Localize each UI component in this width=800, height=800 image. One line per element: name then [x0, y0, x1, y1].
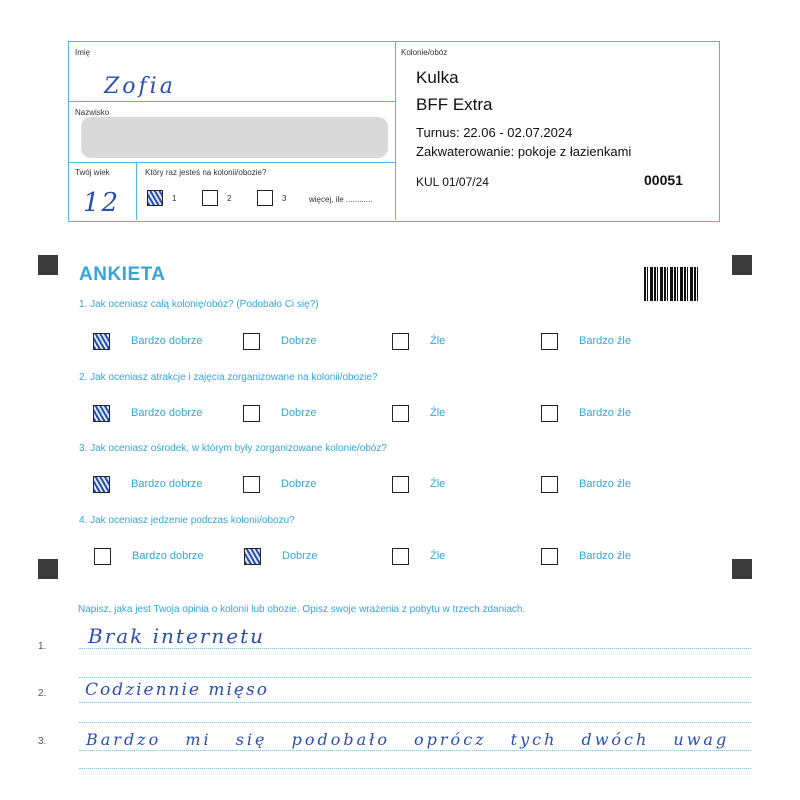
- q3-zle-checkbox[interactable]: [392, 476, 409, 493]
- q1-bardzo-dobrze-checkbox[interactable]: [93, 333, 110, 350]
- wiecej-label: więcej, ile ............: [309, 195, 373, 204]
- q4-bardzo-zle-label: Bardzo źle: [579, 550, 631, 562]
- nazwisko-redacted: [81, 117, 388, 158]
- q2-dobrze-checkbox[interactable]: [243, 405, 260, 422]
- ktory-raz-label: Który raz jesteś na kolonii/obozie?: [145, 168, 267, 177]
- q2-zle-checkbox[interactable]: [392, 405, 409, 422]
- wiek-divider: [136, 162, 137, 220]
- q1-zle-checkbox[interactable]: [392, 333, 409, 350]
- q2-bardzo-dobrze-checkbox[interactable]: [93, 405, 110, 422]
- q3-bardzo-dobrze-checkbox[interactable]: [93, 476, 110, 493]
- q3-bardzo-zle-checkbox[interactable]: [541, 476, 558, 493]
- q1-bardzo-dobrze-label: Bardzo dobrze: [131, 335, 203, 347]
- q4-dobrze-checkbox[interactable]: [244, 548, 261, 565]
- dotted-line-3: [79, 750, 751, 751]
- q1-bardzo-zle-checkbox[interactable]: [541, 333, 558, 350]
- q1-zle-label: Źle: [430, 335, 446, 347]
- q4-bardzo-dobrze-label: Bardzo dobrze: [132, 550, 204, 562]
- q2-dobrze-label: Dobrze: [281, 407, 317, 419]
- imie-divider: [69, 101, 395, 102]
- q2-bardzo-dobrze-label: Bardzo dobrze: [131, 407, 203, 419]
- question-3: 3. Jak oceniasz ośrodek, w którym były zorganizowane kolonie/obóz?: [79, 443, 387, 454]
- nazwisko-divider: [69, 162, 395, 163]
- zakwaterowanie: Zakwaterowanie: pokoje z łazienkami: [416, 144, 632, 159]
- ktory-raz-checkbox-1[interactable]: [147, 190, 163, 206]
- question-2: 2. Jak oceniasz atrakcje i zajęcia zorganizowane na kolonii/obozie?: [79, 372, 378, 383]
- q1-dobrze-checkbox[interactable]: [243, 333, 260, 350]
- opinion-line-3[interactable]: Bardzo mi się podobało oprócz tych dwóch uwag: [86, 730, 730, 749]
- ktory-raz-option-2: 2: [227, 194, 232, 203]
- question-4: 4. Jak oceniasz jedzenie podczas kolonii/obozu?: [79, 515, 295, 526]
- q3-bardzo-zle-label: Bardzo źle: [579, 478, 631, 490]
- ktory-raz-checkbox-3[interactable]: [257, 190, 273, 206]
- registration-marker-icon: [732, 559, 752, 579]
- opinion-prompt: Napisz, jaka jest Twoja opinia o kolonii lub obozie. Opisz swoje wrażenia z pobytu w trzech zdaniach.: [78, 604, 526, 615]
- q4-bardzo-zle-checkbox[interactable]: [541, 548, 558, 565]
- survey-title: ANKIETA: [79, 264, 166, 285]
- q3-dobrze-label: Dobrze: [281, 478, 317, 490]
- dotted-line-2b: [79, 722, 751, 723]
- dotted-line-3b: [79, 768, 751, 769]
- ktory-raz-checkbox-2[interactable]: [202, 190, 218, 206]
- q4-zle-label: Źle: [430, 550, 446, 562]
- camp-program: BFF Extra: [416, 95, 493, 114]
- registration-marker-icon: [38, 559, 58, 579]
- camp-code: KUL 01/07/24: [416, 175, 489, 189]
- q4-dobrze-label: Dobrze: [282, 550, 318, 562]
- opinion-line-1[interactable]: Brak internetu: [88, 624, 266, 648]
- question-1: 1. Jak oceniasz całą kolonię/obóz? (Podobało Ci się?): [79, 299, 319, 310]
- q2-bardzo-zle-label: Bardzo źle: [579, 407, 631, 419]
- q3-bardzo-dobrze-label: Bardzo dobrze: [131, 478, 203, 490]
- imie-label: Imię: [75, 48, 91, 57]
- line-number-1: 1.: [38, 641, 47, 652]
- q1-dobrze-label: Dobrze: [281, 335, 317, 347]
- ktory-raz-option-1: 1: [172, 194, 177, 203]
- q3-zle-label: Źle: [430, 478, 446, 490]
- turnus: Turnus: 22.06 - 02.07.2024: [416, 125, 573, 140]
- wiek-value[interactable]: 12: [83, 188, 121, 218]
- registration-marker-icon: [38, 255, 58, 275]
- barcode-icon: [644, 267, 699, 301]
- dotted-line-1b: [79, 677, 751, 678]
- imie-value[interactable]: Zofia: [104, 74, 176, 99]
- line-number-3: 3.: [38, 736, 47, 747]
- q2-zle-label: Źle: [430, 407, 446, 419]
- dotted-line-1: [79, 648, 751, 649]
- q1-bardzo-zle-label: Bardzo źle: [579, 335, 631, 347]
- q4-zle-checkbox[interactable]: [392, 548, 409, 565]
- ktory-raz-option-3: 3: [282, 194, 287, 203]
- registration-marker-icon: [732, 255, 752, 275]
- dotted-line-2: [79, 702, 751, 703]
- nazwisko-label: Nazwisko: [75, 108, 110, 117]
- line-number-2: 2.: [38, 688, 47, 699]
- form-number: 00051: [644, 172, 683, 188]
- opinion-line-2[interactable]: Codziennie mięso: [85, 680, 269, 700]
- q2-bardzo-zle-checkbox[interactable]: [541, 405, 558, 422]
- q4-bardzo-dobrze-checkbox[interactable]: [94, 548, 111, 565]
- header-divider: [395, 42, 396, 220]
- kolonie-label: Kolonie/obóz: [401, 48, 448, 57]
- wiek-label: Twój wiek: [75, 168, 110, 177]
- camp-name: Kulka: [416, 68, 459, 87]
- q3-dobrze-checkbox[interactable]: [243, 476, 260, 493]
